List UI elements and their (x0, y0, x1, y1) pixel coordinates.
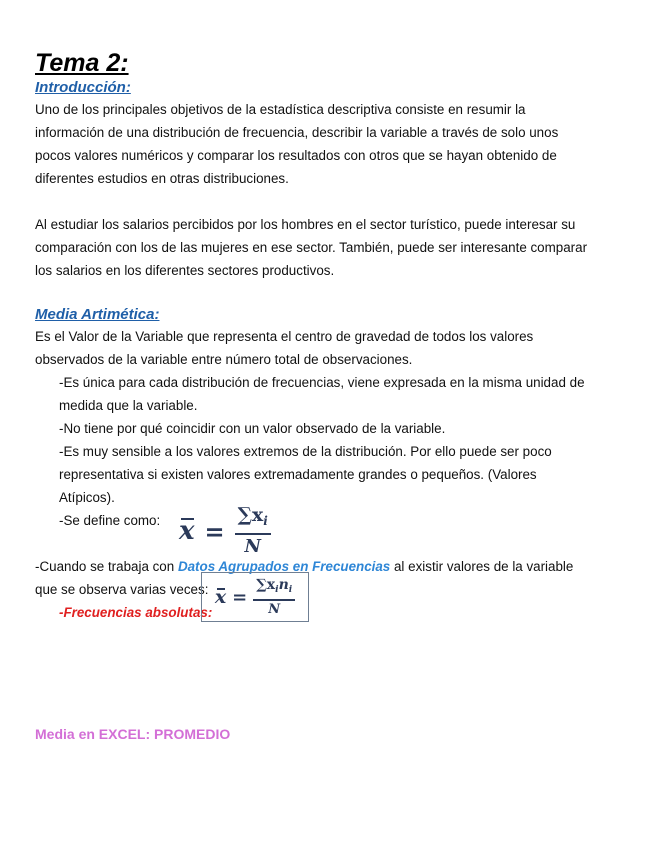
formula-numerator (235, 503, 271, 535)
media-def-line: observados de la variable entre número total de observaciones. (35, 352, 413, 367)
grouped-line (35, 555, 625, 578)
formula-fraction (235, 503, 271, 559)
mean-definition-row (35, 504, 625, 557)
media-heading: Media Artimética: (35, 306, 160, 323)
page-title: Tema 2: (35, 49, 129, 77)
formula-x-bar: x (179, 516, 195, 546)
intro-line: comparación con los de las mujeres en ese sector. También, puede ser interesante comparar (35, 240, 588, 255)
formula2-equals: = (232, 586, 248, 608)
define-label: -Se define como: (59, 513, 161, 528)
absolute-frequencies-label: -Frecuencias absolutas: (59, 605, 213, 620)
formula2-numerator (253, 576, 295, 601)
formula2-sub-i2: i (288, 584, 293, 595)
formula2-sub-i: i (275, 584, 279, 595)
media-property: -Es muy sensible a los valores extremos de la distribución. Por ello puede ser poco (59, 444, 552, 459)
grouped-mean-formula (201, 572, 309, 622)
intro-line: información de una distribución de frecuencia, describir la variable a través de solo unos (35, 125, 559, 140)
formula2-fraction (253, 576, 295, 619)
intro-line: Uno de los principales objetivos de la estadística descriptiva consiste en resumir la (35, 102, 526, 117)
intro-line: pocos valores numéricos y comparar los resultados con otros que se hayan obtenido de (35, 148, 557, 163)
media-property: -Es única para cada distribución de frecuencias, viene expresada en la misma unidad de (59, 375, 585, 390)
grouped-post: al existir valores de la variable (390, 559, 574, 574)
intro-line: los salarios en los diferentes sectores productivos. (35, 263, 335, 278)
media-property: representativa si existen valores extremadamente grandes o pequeños. (Valores (59, 467, 537, 482)
mean-formula (179, 503, 271, 559)
intro-heading: Introducción: (35, 79, 131, 96)
formula2-x-bar: x (214, 586, 227, 608)
excel-note: Media en EXCEL: PROMEDIO (35, 726, 231, 742)
intro-line: Al estudiar los salarios percibidos por los hombres en el sector turístico, puede interesar su (35, 217, 576, 232)
formula-sum: ∑x (237, 504, 264, 526)
grouped-line-2: que se observa varias veces: (35, 582, 209, 597)
formula-equals: = (204, 516, 225, 546)
formula2-denominator: N (268, 601, 281, 617)
media-property: medida que la variable. (59, 398, 198, 413)
intro-line: diferentes estudios en otras distribuciones. (35, 171, 289, 186)
formula2-n: n (278, 576, 289, 593)
media-def-line: Es el Valor de la Variable que representa el centro de gravedad de todos los valores (35, 329, 534, 344)
formula2-sum: ∑x (256, 576, 276, 593)
document-page (35, 48, 625, 744)
media-property: -No tiene por qué coincidir con un valor observado de la variable. (59, 421, 446, 436)
formula-denominator: N (244, 536, 261, 557)
media-property: Atípicos). (59, 490, 115, 505)
grouped-highlight: Datos Agrupados en Frecuencias (177, 559, 391, 574)
grouped-pre: -Cuando se trabaja con (35, 559, 178, 574)
formula-sub-i: i (263, 514, 268, 528)
